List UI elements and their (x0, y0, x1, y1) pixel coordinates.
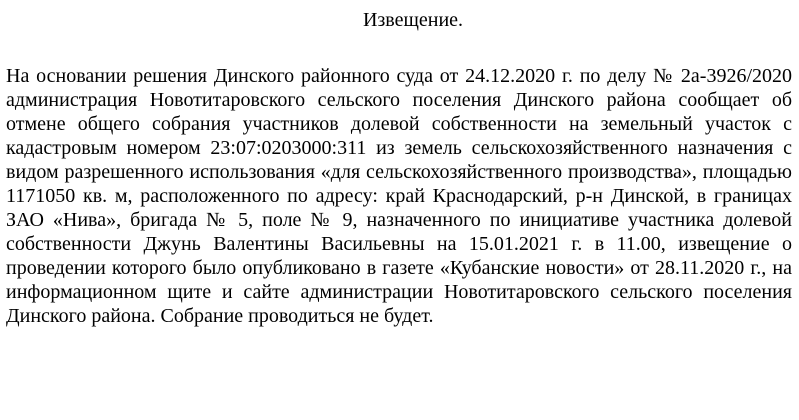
document-body: На основании решения Динского районного суда от 24.12.2020 г. по делу № 2а-3926/2020 администрация Новотитаровского сельского поселения Динского района сообщает об отмене общего собрания участников долевой собственности на земельный участок с кадастровым номером 23:07:0203000:311 из земель сельскохозяйственного назначения с видом разрешенного использования «для сельскохозяйственного производства», площадью 1171050 кв. м, расположенного по адресу: край Краснодарский, р-н Динской, в границах ЗАО «Нива», бригада № 5, поле № 9, назначенного по инициативе участника долевой собственности Джунь Валентины Васильевны на 15.01.2021 г. в 11.00, извещение о проведении которого было опубликовано в газете «Кубанские новости» от 28.11.2020 г., на информационном щите и сайте администрации Новотитаровского сельского поселения Динского района. Собрание проводиться не будет. (6, 65, 792, 327)
document-title: Извещение. (362, 9, 464, 31)
document-page (6, 0, 792, 420)
